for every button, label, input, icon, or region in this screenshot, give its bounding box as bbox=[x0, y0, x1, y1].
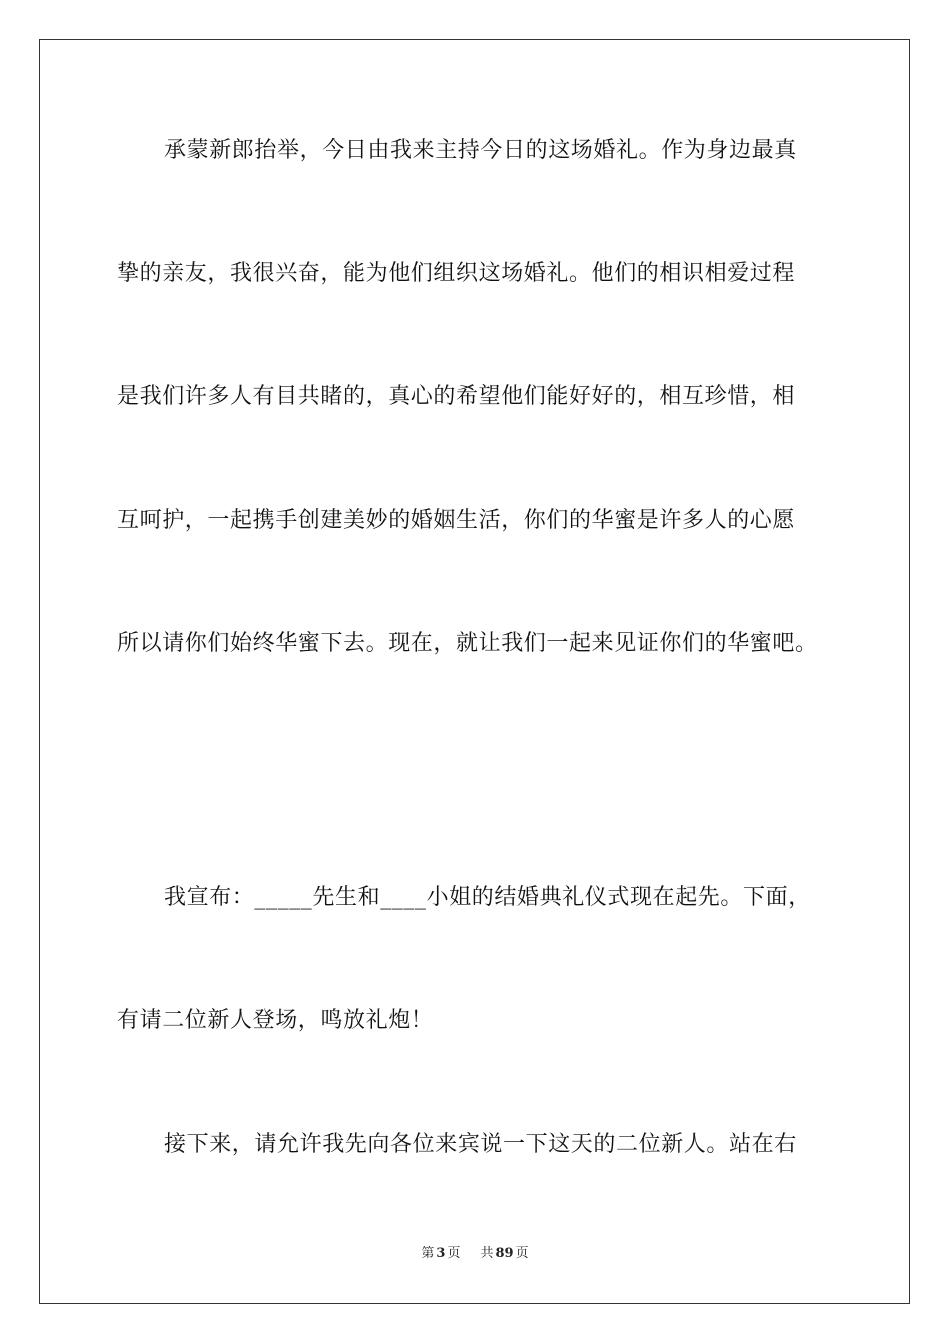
paragraph-1-line-4: 互呵护，一起携手创建美妙的婚姻生活，你们的华蜜是许多人的心愿 bbox=[117, 508, 796, 533]
total-prefix: 共 bbox=[480, 1246, 494, 1261]
paragraph-1-line-1: 承蒙新郎抬举，今日由我来主持今日的这场婚礼。作为身边最真 bbox=[164, 138, 797, 163]
paragraph-1-line-3: 是我们许多人有目共睹的，真心的希望他们能好好的，相互珍惜，相 bbox=[117, 384, 796, 409]
page-number: 3 bbox=[436, 1246, 446, 1261]
total-suffix: 页 bbox=[515, 1246, 529, 1261]
paragraph-3-line-1: 接下来，请允许我先向各位来宾说一下这天的二位新人。站在右 bbox=[164, 1132, 797, 1157]
paragraph-2-line-2: 有请二位新人登场，鸣放礼炮！ bbox=[117, 1008, 434, 1033]
paragraph-1-line-2: 挚的亲友，我很兴奋，能为他们组织这场婚礼。他们的相识相爱过程 bbox=[117, 261, 796, 286]
total-pages: 89 bbox=[495, 1246, 514, 1261]
page-suffix: 页 bbox=[447, 1246, 461, 1261]
paragraph-1-line-5: 所以请你们始终华蜜下去。现在，就让我们一起来见证你们的华蜜吧。 bbox=[117, 631, 818, 656]
page-border bbox=[39, 39, 910, 1304]
page-prefix: 第 bbox=[421, 1246, 435, 1261]
paragraph-2-line-1: 我宣布：_____先生和____小姐的结婚典礼仪式现在起先。下面， bbox=[164, 885, 811, 910]
page-footer bbox=[0, 1245, 950, 1263]
